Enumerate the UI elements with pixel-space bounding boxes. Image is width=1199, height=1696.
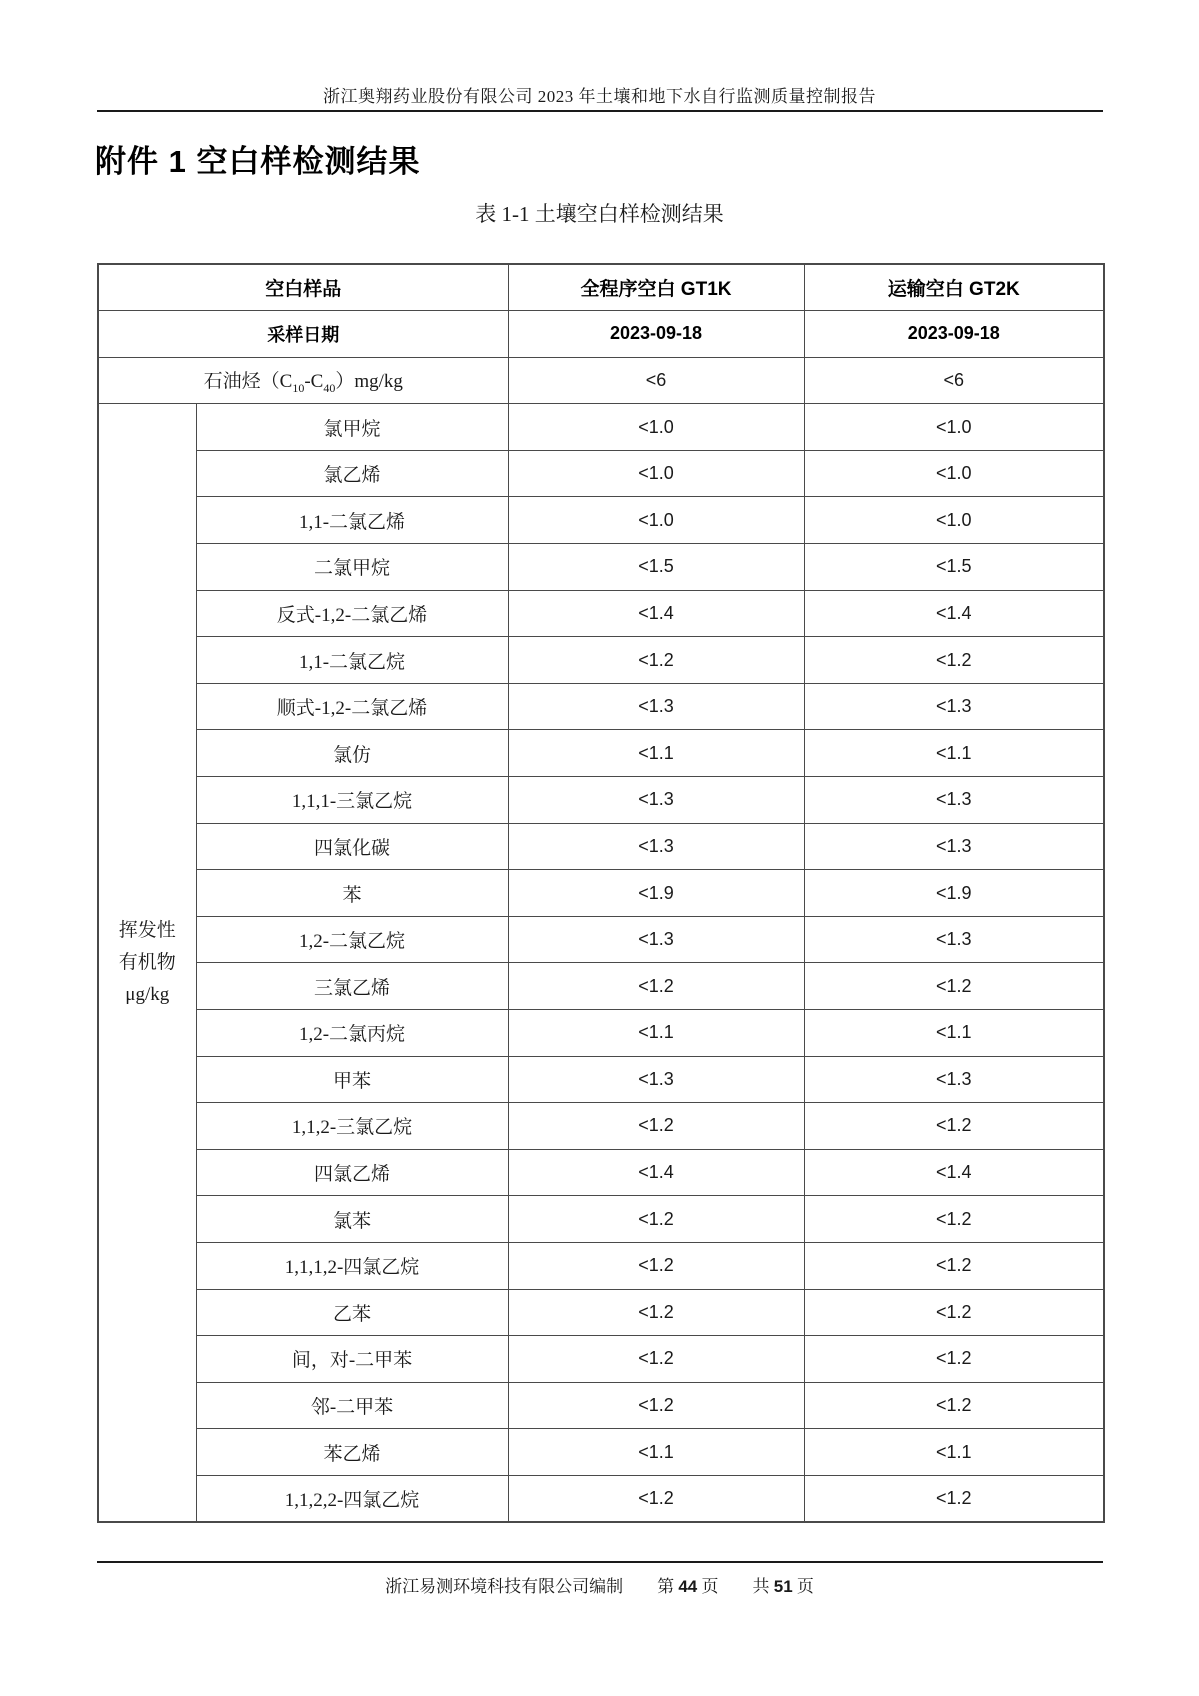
compound-value-gt1k: <1.2	[508, 1475, 804, 1522]
compound-value-gt1k: <1.1	[508, 1010, 804, 1057]
compound-row	[98, 404, 1104, 451]
compound-name: 1,1,2,2-四氯乙烷	[196, 1475, 508, 1522]
compound-value-gt1k: <1.0	[508, 404, 804, 451]
compound-value-gt1k: <1.9	[508, 870, 804, 917]
compound-value-gt2k: <1.0	[804, 404, 1104, 451]
compound-value-gt1k: <1.3	[508, 1056, 804, 1103]
column-header-gt2k: 运输空白 GT2K	[804, 264, 1104, 311]
compound-name: 苯	[196, 870, 508, 917]
compound-name: 四氯乙烯	[196, 1149, 508, 1196]
compound-name: 氯仿	[196, 730, 508, 777]
table-body	[98, 311, 1104, 1522]
compound-value-gt2k: <1.2	[804, 1242, 1104, 1289]
compound-value-gt1k: <1.2	[508, 1289, 804, 1336]
compound-row	[98, 1429, 1104, 1476]
compound-row	[98, 1010, 1104, 1057]
compound-value-gt1k: <1.3	[508, 823, 804, 870]
compound-name: 三氯乙烯	[196, 963, 508, 1010]
petroleum-row	[98, 357, 1104, 404]
compound-value-gt1k: <1.1	[508, 730, 804, 777]
compound-value-gt1k: <1.1	[508, 1429, 804, 1476]
petroleum-value-gt2k: <6	[804, 357, 1104, 404]
compound-value-gt1k: <1.2	[508, 963, 804, 1010]
compound-value-gt1k: <1.4	[508, 590, 804, 637]
compound-name: 氯甲烷	[196, 404, 508, 451]
table-title: 表 1-1 土壤空白样检测结果	[475, 202, 724, 226]
compound-value-gt1k: <1.4	[508, 1149, 804, 1196]
compound-row	[98, 590, 1104, 637]
compound-value-gt1k: <1.5	[508, 544, 804, 591]
footer-divider	[97, 1561, 1103, 1563]
compound-value-gt2k: <1.9	[804, 870, 1104, 917]
compound-row	[98, 730, 1104, 777]
compound-value-gt2k: <1.0	[804, 450, 1104, 497]
compound-name: 1,1,2-三氯乙烷	[196, 1103, 508, 1150]
compound-name: 间，对-二甲苯	[196, 1336, 508, 1383]
voc-group-label-line: μg/kg	[125, 983, 170, 1005]
compound-value-gt2k: <1.2	[804, 1103, 1104, 1150]
sampling-date-row	[98, 311, 1104, 358]
compound-row	[98, 637, 1104, 684]
compound-value-gt2k: <1.3	[804, 777, 1104, 824]
compound-name: 氯乙烯	[196, 450, 508, 497]
compound-row	[98, 497, 1104, 544]
compound-value-gt2k: <1.2	[804, 1289, 1104, 1336]
sampling-date-gt2k: 2023-09-18	[804, 311, 1104, 358]
compound-name: 顺式-1,2-二氯乙烯	[196, 683, 508, 730]
compound-name: 苯乙烯	[196, 1429, 508, 1476]
blank-sample-results-table	[97, 263, 1105, 1523]
compound-value-gt2k: <1.0	[804, 497, 1104, 544]
footer-company: 浙江易测环境科技有限公司编制	[385, 1577, 624, 1596]
page-title: 附件 1 空白样检测结果	[95, 144, 421, 179]
compound-value-gt1k: <1.2	[508, 1196, 804, 1243]
compound-name: 二氯甲烷	[196, 544, 508, 591]
compound-value-gt2k: <1.2	[804, 1475, 1104, 1522]
compound-name: 1,1-二氯乙烷	[196, 637, 508, 684]
petroleum-label-part: -C	[304, 370, 324, 392]
compound-row	[98, 823, 1104, 870]
compound-row	[98, 1475, 1104, 1522]
compound-value-gt2k: <1.2	[804, 1382, 1104, 1429]
compound-row	[98, 1056, 1104, 1103]
compound-row	[98, 1103, 1104, 1150]
header-divider	[97, 110, 1103, 112]
compound-row	[98, 1336, 1104, 1383]
compound-value-gt2k: <1.2	[804, 637, 1104, 684]
compound-name: 氯苯	[196, 1196, 508, 1243]
compound-row	[98, 1289, 1104, 1336]
compound-value-gt2k: <1.4	[804, 1149, 1104, 1196]
compound-name: 甲苯	[196, 1056, 508, 1103]
compound-name: 四氯化碳	[196, 823, 508, 870]
column-header-blank-sample: 空白样品	[98, 264, 508, 311]
compound-name: 乙苯	[196, 1289, 508, 1336]
compound-value-gt2k: <1.2	[804, 963, 1104, 1010]
compound-value-gt1k: <1.3	[508, 916, 804, 963]
compound-value-gt1k: <1.2	[508, 1336, 804, 1383]
compound-value-gt1k: <1.0	[508, 450, 804, 497]
compound-value-gt1k: <1.3	[508, 683, 804, 730]
compound-value-gt2k: <1.5	[804, 544, 1104, 591]
page-footer	[0, 1572, 1199, 1597]
compound-name: 邻-二甲苯	[196, 1382, 508, 1429]
compound-value-gt2k: <1.1	[804, 730, 1104, 777]
compound-name: 1,2-二氯丙烷	[196, 1010, 508, 1057]
compound-value-gt2k: <1.3	[804, 823, 1104, 870]
page-header-text: 浙江奥翔药业股份有限公司 2023 年土壤和地下水自行监测质量控制报告	[323, 87, 876, 106]
compound-name: 1,1-二氯乙烯	[196, 497, 508, 544]
petroleum-subscript-40: 40	[323, 380, 336, 395]
sampling-date-label: 采样日期	[98, 311, 508, 358]
voc-group-cell	[98, 404, 196, 1522]
compound-name: 1,1,1,2-四氯乙烷	[196, 1242, 508, 1289]
voc-group-label-line: 挥发性	[118, 919, 176, 941]
compound-value-gt2k: <1.3	[804, 683, 1104, 730]
compound-value-gt2k: <1.2	[804, 1196, 1104, 1243]
footer-page-number: 第 44 页	[657, 1577, 719, 1596]
compound-value-gt2k: <1.2	[804, 1336, 1104, 1383]
compound-value-gt1k: <1.0	[508, 497, 804, 544]
compound-row	[98, 450, 1104, 497]
compound-value-gt2k: <1.1	[804, 1429, 1104, 1476]
compound-value-gt1k: <1.2	[508, 1242, 804, 1289]
compound-row	[98, 870, 1104, 917]
petroleum-label-part: 石油烃（C	[203, 370, 293, 392]
compound-value-gt2k: <1.3	[804, 1056, 1104, 1103]
petroleum-subscript-10: 10	[292, 380, 305, 395]
compound-value-gt2k: <1.4	[804, 590, 1104, 637]
compound-row	[98, 1196, 1104, 1243]
compound-name: 1,1,1-三氯乙烷	[196, 777, 508, 824]
compound-value-gt1k: <1.2	[508, 637, 804, 684]
compound-name: 1,2-二氯乙烷	[196, 916, 508, 963]
compound-row	[98, 963, 1104, 1010]
compound-name: 反式-1,2-二氯乙烯	[196, 590, 508, 637]
petroleum-value-gt1k: <6	[508, 357, 804, 404]
table-header-row	[98, 264, 1104, 311]
compound-row	[98, 916, 1104, 963]
petroleum-label-part: ）mg/kg	[335, 370, 403, 392]
compound-value-gt1k: <1.2	[508, 1382, 804, 1429]
compound-row	[98, 683, 1104, 730]
sampling-date-gt1k: 2023-09-18	[508, 311, 804, 358]
compound-value-gt1k: <1.2	[508, 1103, 804, 1150]
compound-value-gt2k: <1.3	[804, 916, 1104, 963]
petroleum-label	[98, 357, 508, 404]
compound-row	[98, 1382, 1104, 1429]
footer-total-pages: 共 51 页	[752, 1577, 814, 1596]
column-header-gt1k: 全程序空白 GT1K	[508, 264, 804, 311]
voc-group-label-line: 有机物	[118, 951, 176, 973]
compound-value-gt1k: <1.3	[508, 777, 804, 824]
compound-row	[98, 1242, 1104, 1289]
compound-row	[98, 544, 1104, 591]
compound-row	[98, 1149, 1104, 1196]
compound-value-gt2k: <1.1	[804, 1010, 1104, 1057]
compound-row	[98, 777, 1104, 824]
